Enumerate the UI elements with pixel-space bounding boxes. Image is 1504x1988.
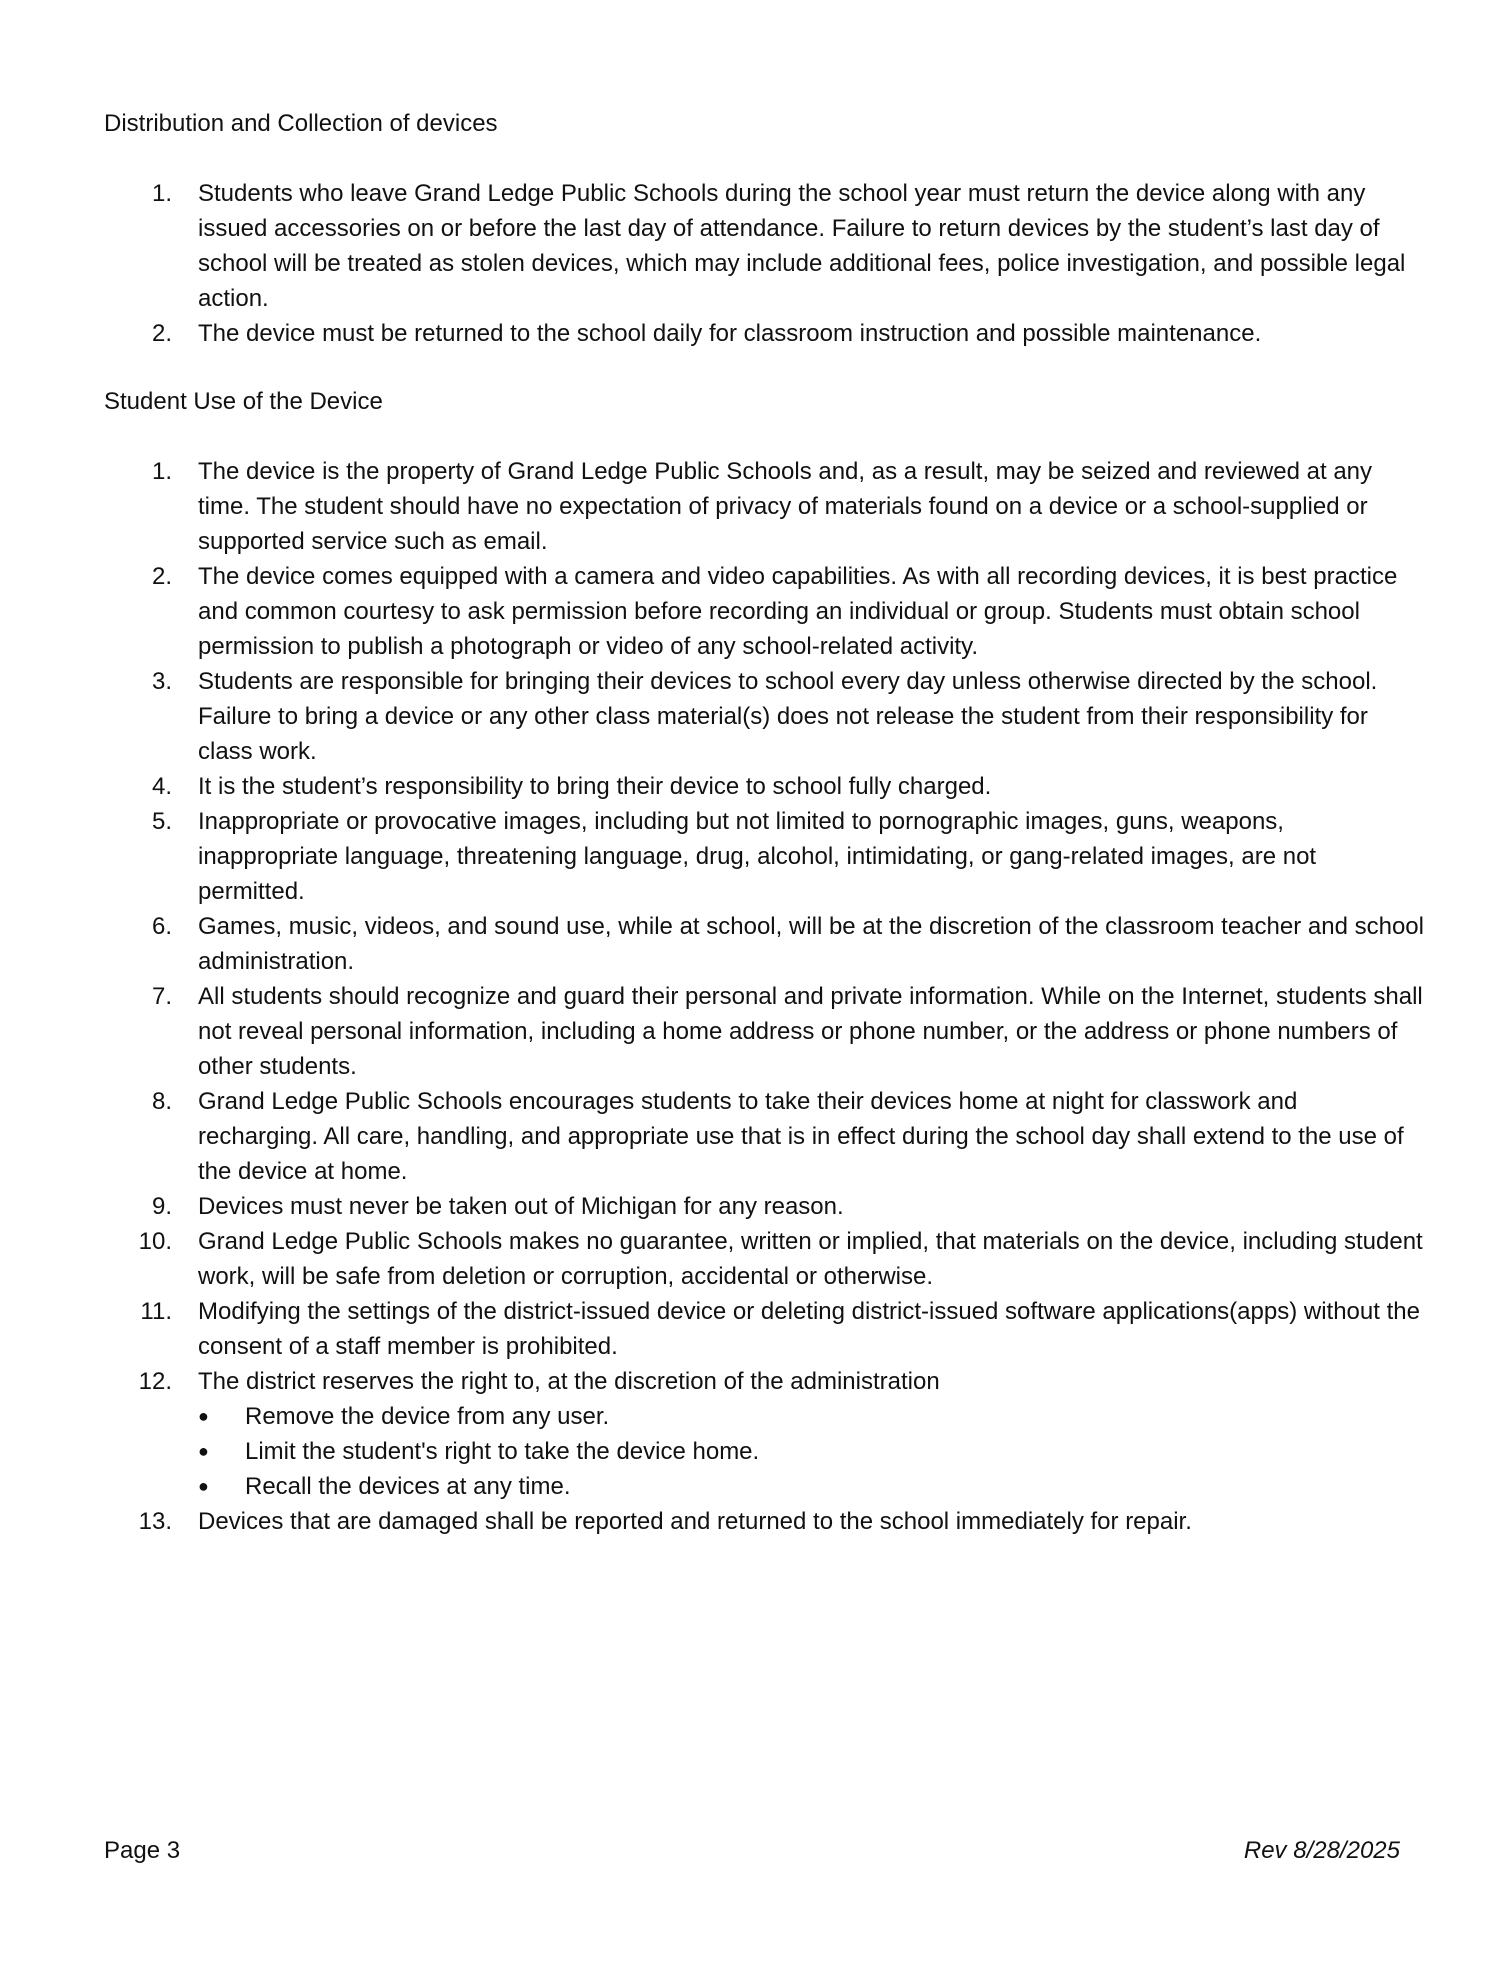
section-heading-distribution: Distribution and Collection of devices: [104, 110, 498, 137]
list-item: [104, 1224, 1424, 1294]
item-text: It is the student’s responsibility to bring their device to school fully charged.: [198, 773, 992, 800]
list-item: [104, 176, 1424, 316]
bullet-icon: ●: [198, 1441, 209, 1461]
list-item: [104, 559, 1424, 664]
item-text: Devices that are damaged shall be reported and returned to the school immediately for repair.: [198, 1508, 1192, 1535]
bullet-text: Limit the student's right to take the device home.: [245, 1438, 760, 1465]
item-number: 10.: [138, 1228, 172, 1255]
item-number: 6.: [151, 913, 172, 940]
item-number: 1.: [151, 458, 172, 485]
item-text: The device comes equipped with a camera and video capabilities. As with all recording devices, it is best practice and common courtesy to ask permission before recording an individual or group. Students must obtain school permission to publish a photograph or video of any school-related activity.: [198, 563, 1398, 660]
item-number: 2.: [151, 320, 172, 347]
item-text: Games, music, videos, and sound use, while at school, will be at the discretion of the classroom teacher and school administration.: [198, 913, 1424, 975]
bullet-text: Remove the device from any user.: [245, 1403, 610, 1430]
item-number: 2.: [151, 563, 172, 590]
student-use-list: [104, 454, 1424, 1539]
item-number: 7.: [151, 983, 172, 1010]
page-number: Page 3: [104, 1837, 181, 1864]
item-text: Devices must never be taken out of Michigan for any reason.: [198, 1193, 844, 1220]
item-text: Students are responsible for bringing their devices to school every day unless otherwise directed by the school. Failure to bring a device or any other class material(s) does not release the student from their responsibility for class work.: [198, 668, 1378, 765]
item-number: 1.: [151, 180, 172, 207]
item-text: The district reserves the right to, at the discretion of the administration: [198, 1368, 940, 1395]
section-heading-student-use: Student Use of the Device: [104, 388, 383, 415]
item-number: 11.: [140, 1298, 172, 1325]
list-item: [104, 1364, 1424, 1504]
bullet-item: [198, 1399, 1424, 1434]
list-item: [104, 1294, 1424, 1364]
item-text: Students who leave Grand Ledge Public Schools during the school year must return the device along with any issued accessories on or before the last day of attendance. Failure to return devices by the student’s last day of school will be treated as stolen devices, which may include additional fees, police investigation, and possible legal action.: [198, 180, 1406, 312]
bullet-icon: ●: [198, 1476, 209, 1496]
item-number: 12.: [138, 1368, 172, 1395]
distribution-list: [104, 176, 1424, 351]
item-number: 5.: [151, 808, 172, 835]
item-text: Grand Ledge Public Schools makes no guarantee, written or implied, that materials on the device, including student work, will be safe from deletion or corruption, accidental or otherwise.: [198, 1228, 1423, 1290]
item-text: Modifying the settings of the district-issued device or deleting district-issued software applications(apps) without the consent of a staff member is prohibited.: [198, 1298, 1420, 1360]
bullet-text: Recall the devices at any time.: [245, 1473, 571, 1500]
bullet-item: [198, 1434, 1424, 1469]
item-number: 9.: [151, 1193, 172, 1220]
list-item: [104, 769, 1424, 804]
list-item: [104, 979, 1424, 1084]
item-text: Grand Ledge Public Schools encourages students to take their devices home at night for classwork and recharging. All care, handling, and appropriate use that is in effect during the school day shall extend to the use of the device at home.: [198, 1088, 1404, 1185]
list-item: [104, 1189, 1424, 1224]
item-text: The device is the property of Grand Ledge Public Schools and, as a result, may be seized and reviewed at any time. The student should have no expectation of privacy of materials found on a device or a school-supplied or supported service such as email.: [198, 458, 1373, 555]
list-item: [104, 316, 1424, 351]
bullet-icon: ●: [198, 1406, 209, 1426]
item-number: 8.: [151, 1088, 172, 1115]
revision-date: Rev 8/28/2025: [1243, 1837, 1400, 1864]
list-item: [104, 664, 1424, 769]
list-item: [104, 909, 1424, 979]
item-number: 4.: [151, 773, 172, 800]
list-item: [104, 454, 1424, 559]
item-number: 13.: [138, 1508, 172, 1535]
bullet-item: [198, 1469, 1424, 1504]
list-item: [104, 1084, 1424, 1189]
item-text: Inappropriate or provocative images, including but not limited to pornographic images, guns, weapons, inappropriate language, threatening language, drug, alcohol, intimidating, or gang-related images, are not permitted.: [198, 808, 1317, 905]
item-number: 3.: [151, 668, 172, 695]
administration-rights-list: [198, 1399, 1424, 1504]
item-text: The device must be returned to the school daily for classroom instruction and possible maintenance.: [198, 320, 1262, 347]
item-text: All students should recognize and guard their personal and private information. While on the Internet, students shall not reveal personal information, including a home address or phone number, or the address or phone numbers of other students.: [198, 983, 1423, 1080]
list-item: [104, 1504, 1424, 1539]
list-item: [104, 804, 1424, 909]
